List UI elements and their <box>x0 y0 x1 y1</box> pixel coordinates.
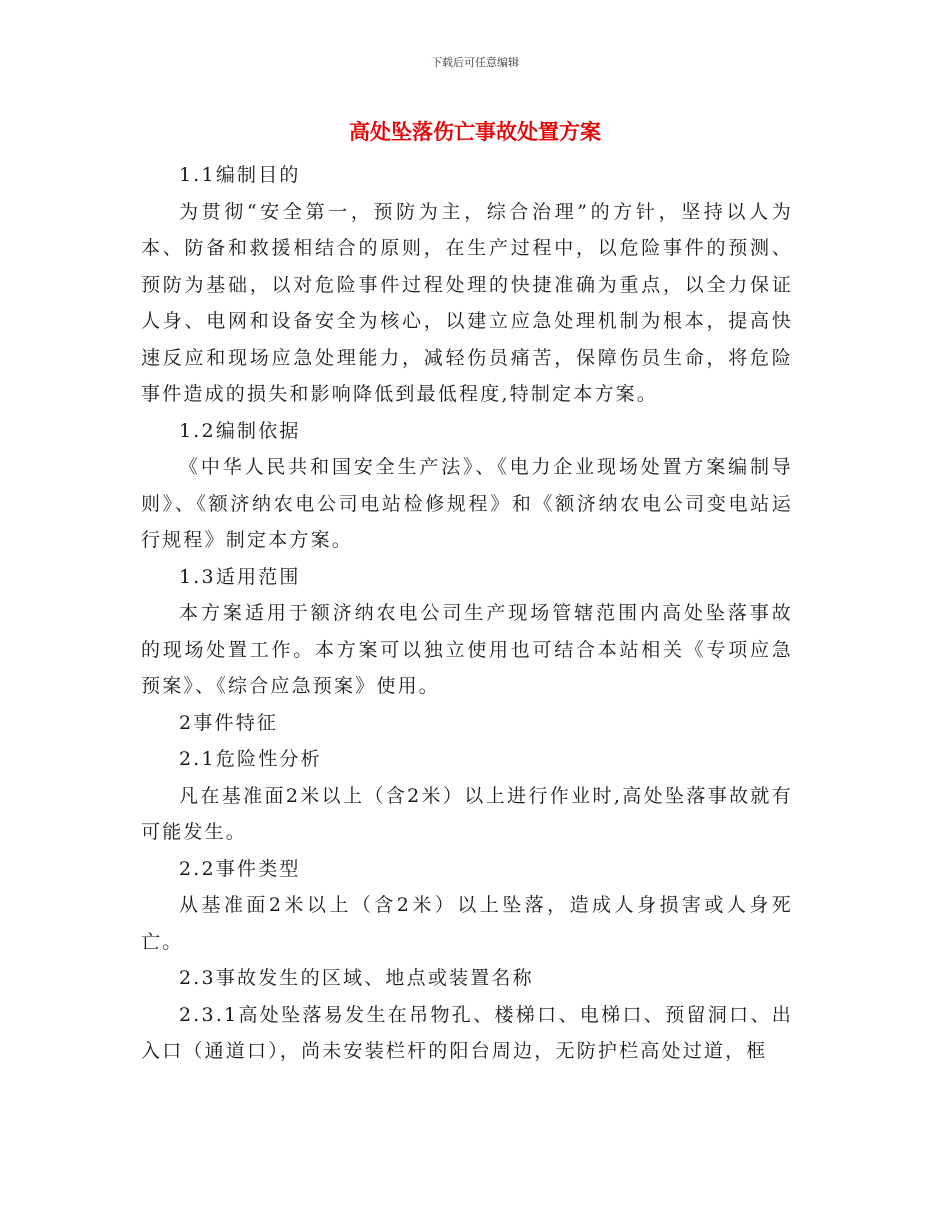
paragraph-basis: 《中华人民共和国安全生产法》、《电力企业现场处置方案编制导则》、《额济纳农电公司电站检修规程》和《额济纳农电公司变电站运行规程》制定本方案。 <box>141 456 793 551</box>
header-note: 下载后可任意编辑 <box>431 56 519 69</box>
section-heading-2-3: 2.3事故发生的区域、地点或装置名称 <box>179 967 534 989</box>
document-body <box>141 157 793 1070</box>
paragraph-risk-analysis: 凡在基准面2米以上（含2米）以上进行作业时,高处坠落事故就有可能发生。 <box>141 784 793 843</box>
paragraph-event-type: 从基准面2米以上（含2米）以上坠落，造成人身损害或人身死亡。 <box>141 894 793 953</box>
section-heading-1-3: 1.3适用范围 <box>179 565 301 588</box>
paragraph-location: 2.3.1高处坠落易发生在吊物孔、楼梯口、电梯口、预留洞口、出入口（通道口），尚未安装栏杆的阳台周边，无防护栏高处过道，框 <box>141 1003 793 1062</box>
section-heading-1-2: 1.2编制依据 <box>179 419 301 442</box>
section-heading-1-1: 1.1编制目的 <box>179 164 301 186</box>
section-heading-2-1: 2.1危险性分析 <box>179 748 322 770</box>
section-heading-2: 2事件特征 <box>179 711 279 734</box>
document-title: 高处坠落伤亡事故处置方案 <box>349 120 601 144</box>
paragraph-scope: 本方案适用于额济纳农电公司生产现场管辖范围内高处坠落事故的现场处置工作。本方案可以独立使用也可结合本站相关《专项应急预案》、《综合应急预案》使用。 <box>141 602 793 697</box>
section-heading-2-2: 2.2事件类型 <box>179 857 301 880</box>
paragraph-purpose: 为贯彻“安全第一，预防为主，综合治理”的方针，坚持以人为本、防备和救援相结合的原则，在生产过程中，以危险事件的预测、预防为基础，以对危险事件过程处理的快捷准确为重点，以全力保证人身、电网和设备安全为核心，以建立应急处理机制为根本，提高快速反应和现场应急处理能力，减轻伤员痛苦，保障伤员生命，将危险事件造成的损失和影响降低到最低程度,特制定本方案。 <box>141 200 793 405</box>
